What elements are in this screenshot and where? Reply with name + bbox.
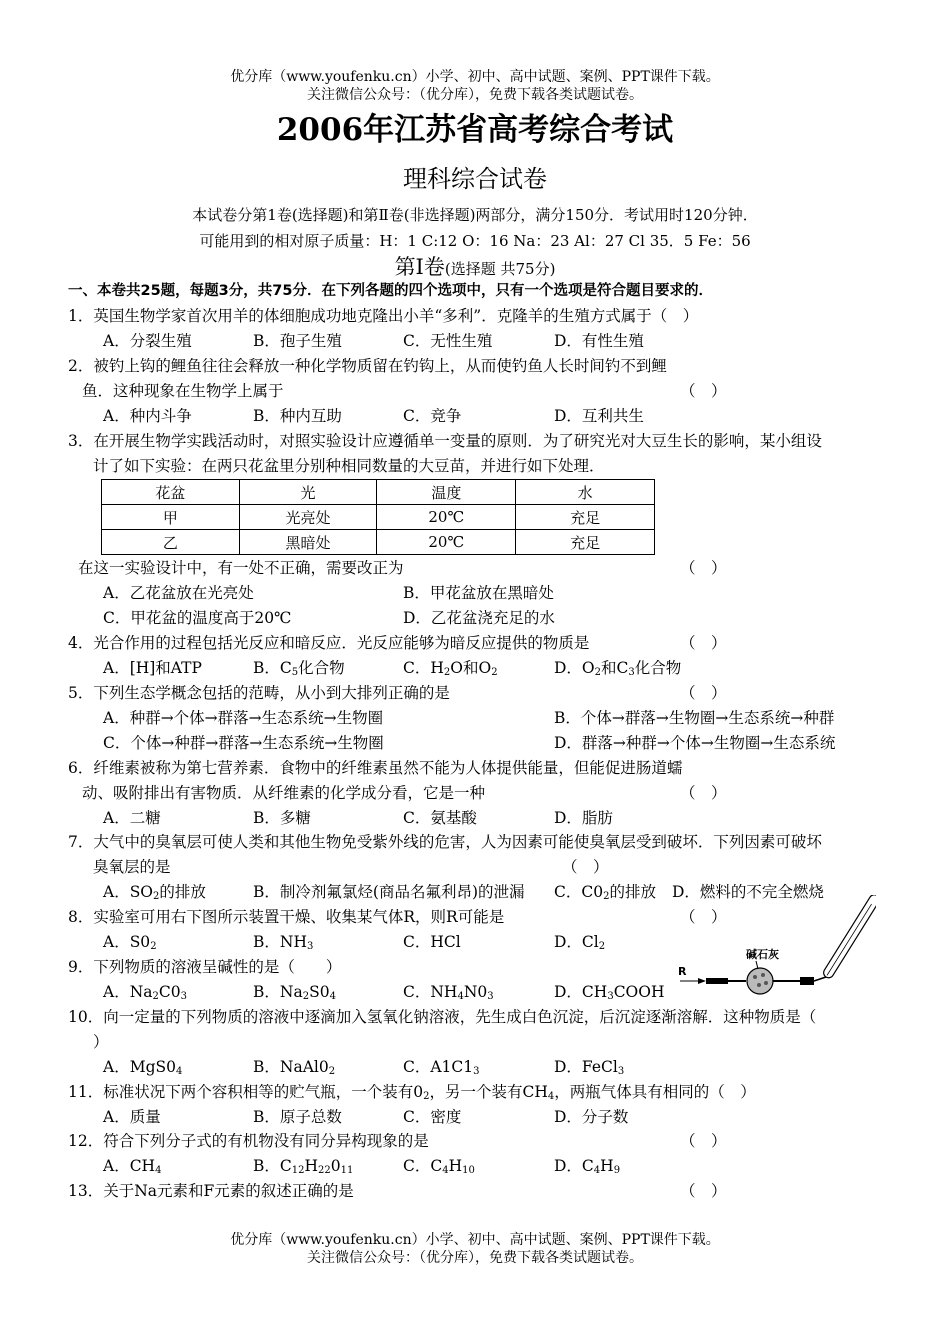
table-cell: 甲 [102,505,240,530]
page-subtitle: 理科综合试卷 [403,165,547,193]
question-6-line-2: 动、吸附排出有害物质．从纤维素的化学成分看，它是一种 [82,784,486,802]
lime-granule [753,975,757,979]
q9-option-b: B．$Na_2S0_4$ [253,983,336,1002]
section-heading-sub: (选择题 共75分) [444,260,556,278]
arrow-icon [698,978,706,984]
question-10-line-1: 10．向一定量的下列物质的溶液中逐滴加入氢氧化钠溶液，先生成白色沉淀，后沉淀逐渐溶解．这种物质是（ [68,1008,817,1026]
table-header: 水 [516,480,655,505]
table-cell: 20℃ [377,505,516,530]
q10-option-a: A．$MgS0_4$ [103,1058,183,1077]
lime-granule [761,973,765,977]
question-7-line-1: 7．大气中的臭氧层可使人类和其他生物免受紫外线的危害，人为因素可能使臭氧层受到破坏．下列因素可破坏 [68,833,822,851]
question-7-line-2: 臭氧层的是 [93,858,171,876]
question-8: 8．实验室可用右下图所示装置干燥、收集某气体R，则R可能是 [68,908,505,926]
q12-option-b: B．$C_{12}H_{22}0_{11}$ [253,1157,354,1176]
q5-option-a: A．种群→个体→群落→生态系统→生物圈 [103,709,384,727]
inner-tube [827,904,872,975]
footer-line-1: 优分库（www.youfenku.cn）小学、初中、高中试题、案例、PPT课件下载。 [230,1232,720,1248]
question-9: 9．下列物质的溶液呈碱性的是（ ） [68,958,342,976]
intro-line-2: 可能用到的相对原子质量：H：1 C:12 O：16 Na：23 Al：27 Cl 35．5 Fe：56 [199,232,751,250]
q6-answer-blank: （ ） [680,784,727,802]
experiment-table [101,479,655,555]
q7-answer-blank: （ ） [562,858,609,876]
question-12: 12．符合下列分子式的有机物没有同分异构现象的是 [68,1132,429,1150]
q4-answer-blank: （ ） [680,634,727,652]
q3-option-a: A．乙花盆放在光亮处 [103,584,254,602]
question-6-line-1: 6．纤维素被称为第七营养素．食物中的纤维素虽然不能为人体提供能量，但能促进肠道蠕 [68,759,683,777]
table-cell: 黑暗处 [239,530,377,555]
q7-option-b: B．制冷剂氟氯烃(商品名氟利昂)的泄漏 [253,883,525,901]
q3-option-d: D．乙花盆浇充足的水 [403,609,555,627]
section-heading-main: 第Ⅰ卷 [394,255,445,279]
q4-option-c: C．$H_2O$和$O_2$ [403,659,498,678]
table-header-row [102,480,655,505]
question-5: 5．下列生态学概念包括的范畴，从小到大排列正确的是 [68,684,450,702]
drying-bulb [747,968,773,994]
gas-r-label: R [678,965,687,978]
q9-option-a: A．$Na_2C0_3$ [103,983,187,1002]
q11-option-b: B．原子总数 [253,1108,342,1126]
intro-line-1: 本试卷分第1卷(选择题)和第Ⅱ卷(非选择题)两部分，满分150分．考试用时120分钟． [192,206,758,224]
q10-option-b: B．$NaAl0_2$ [253,1058,336,1077]
collecting-tube-glass [822,895,876,980]
soda-lime-label: 碱石灰 [746,948,779,961]
q9-option-d: D．$CH_3COOH$ [554,983,665,1002]
table-cell: 20℃ [377,530,516,555]
q7-option-d: D．燃料的不完全燃烧 [672,883,824,901]
q11-option-c: C．密度 [403,1108,462,1126]
q6-option-d: D．脂肪 [554,809,613,827]
q5-option-c: C．个体→种群→群落→生态系统→生物圈 [103,734,384,752]
q8-option-c: C．HCl [403,933,461,951]
lime-granule [757,983,761,987]
q1-option-a: A．分裂生殖 [103,332,192,350]
q12-answer-blank: （ ） [680,1132,727,1150]
q2-option-d: D．互利共生 [554,407,644,425]
table-cell: 充足 [516,505,655,530]
q10-option-d: D．FeCl$_3$ [554,1058,625,1077]
instruction: 一、本卷共25题，每题3分，共75分．在下列各题的四个选项中，只有一个选项是符合题目要求的． [68,283,713,299]
q10-option-c: C．$A1C1_3$ [403,1058,480,1077]
q5-answer-blank: （ ） [680,684,727,702]
lime-granule [764,981,768,985]
q7-option-a: A．$SO_2$的排放 [103,883,206,902]
q7-option-c: C．$C0_2$的排放 [554,883,656,902]
question-3-line-1: 3．在开展生物学实践活动时，对照实验设计应遵循单一变量的原则．为了研究光对大豆生长的影响，某小组设 [68,432,822,450]
stopper [800,977,814,985]
q12-option-c: C．$C_4H_{10}$ [403,1157,475,1176]
table-cell: 乙 [102,530,240,555]
section-heading [0,257,950,278]
q6-option-a: A．二糖 [103,809,161,827]
q4-option-b: B．$C_5$化合物 [253,659,345,678]
q2-option-a: A．种内斗争 [103,407,192,425]
q6-option-c: C．氨基酸 [403,809,477,827]
table-cell: 光亮处 [239,505,377,530]
drying-apparatus-figure [676,895,876,1005]
q8-option-a: A．$S0_2$ [103,933,157,952]
q1-option-d: D．有性生殖 [554,332,644,350]
table-row [102,505,655,530]
q3-answer-blank: （ ） [680,559,727,577]
header-line-2: 关注微信公众号：（优分库），免费下载各类试题试卷。 [307,87,643,103]
table-row [102,530,655,555]
q5-option-b: B．个体→群落→生物圈→生态系统→种群 [554,709,835,727]
table-header: 光 [239,480,377,505]
q3-option-c: C．甲花盆的温度高于20℃ [103,609,292,627]
q8-answer-blank: （ ） [680,908,727,926]
q12-option-a: A．$CH_4$ [103,1157,162,1176]
q13-answer-blank: （ ） [680,1182,727,1200]
collecting-tube [822,895,876,980]
question-11: 11．标准状况下两个容积相等的贮气瓶，一个装有$0_2$，另一个装有$CH_4$，两瓶气体具有相同的（ ） [68,1083,756,1102]
q4-option-d: D．$O_2$和$C_3$化合物 [554,659,682,678]
q6-option-b: B．多糖 [253,809,311,827]
question-10-line-2: ） [93,1033,109,1051]
footer-line-2: 关注微信公众号：（优分库），免费下载各类试题试卷。 [307,1250,643,1266]
q8-option-d: D．$Cl_2$ [554,933,606,952]
inlet-tube [706,978,728,984]
q2-option-c: C．竞争 [403,407,462,425]
table-header: 花盆 [102,480,240,505]
question-3-line-3: 在这一实验设计中，有一处不正确，需要改正为 [78,559,404,577]
page-title: 2006年江苏省高考综合考试 [276,112,674,148]
q4-option-a: A．[H]和ATP [103,659,202,677]
question-2-line-1: 2．被钓上钩的鲤鱼往往会释放一种化学物质留在钓钩上，从而使钓鱼人长时间钓不到鲤 [68,357,667,375]
question-2-line-2: 鱼．这种现象在生物学上属于 [82,382,284,400]
question-4: 4．光合作用的过程包括光反应和暗反应．光反应能够为暗反应提供的物质是 [68,634,590,652]
q11-option-a: A．质量 [103,1108,161,1126]
question-13: 13．关于Na元素和F元素的叙述正确的是 [68,1182,354,1200]
q5-option-d: D．群落→种群→个体→生物圈→生态系统 [554,734,836,752]
q12-option-d: D．$C_4H_9$ [554,1157,621,1176]
question-3-line-2: 计了如下实验：在两只花盆里分别种相同数量的大豆苗，并进行如下处理． [93,457,605,475]
header-line-1: 优分库（www.youfenku.cn）小学、初中、高中试题、案例、PPT课件下载。 [230,69,720,85]
table-header: 温度 [377,480,516,505]
q11-option-d: D．分子数 [554,1108,629,1126]
q9-option-c: C．$NH_4N0_3$ [403,983,494,1002]
q8-option-b: B．$NH_3$ [253,933,314,952]
q2-answer-blank: （ ） [680,382,727,400]
q1-option-c: C．无性生殖 [403,332,493,350]
bend-tube [814,977,826,981]
q1-option-b: B．孢子生殖 [253,332,342,350]
question-1: 1．英国生物学家首次用羊的体细胞成功地克隆出小羊“多利”．克隆羊的生殖方式属于（ ） [68,307,699,325]
q2-option-b: B．种内互助 [253,407,342,425]
q3-option-b: B．甲花盆放在黑暗处 [403,584,554,602]
table-cell: 充足 [516,530,655,555]
